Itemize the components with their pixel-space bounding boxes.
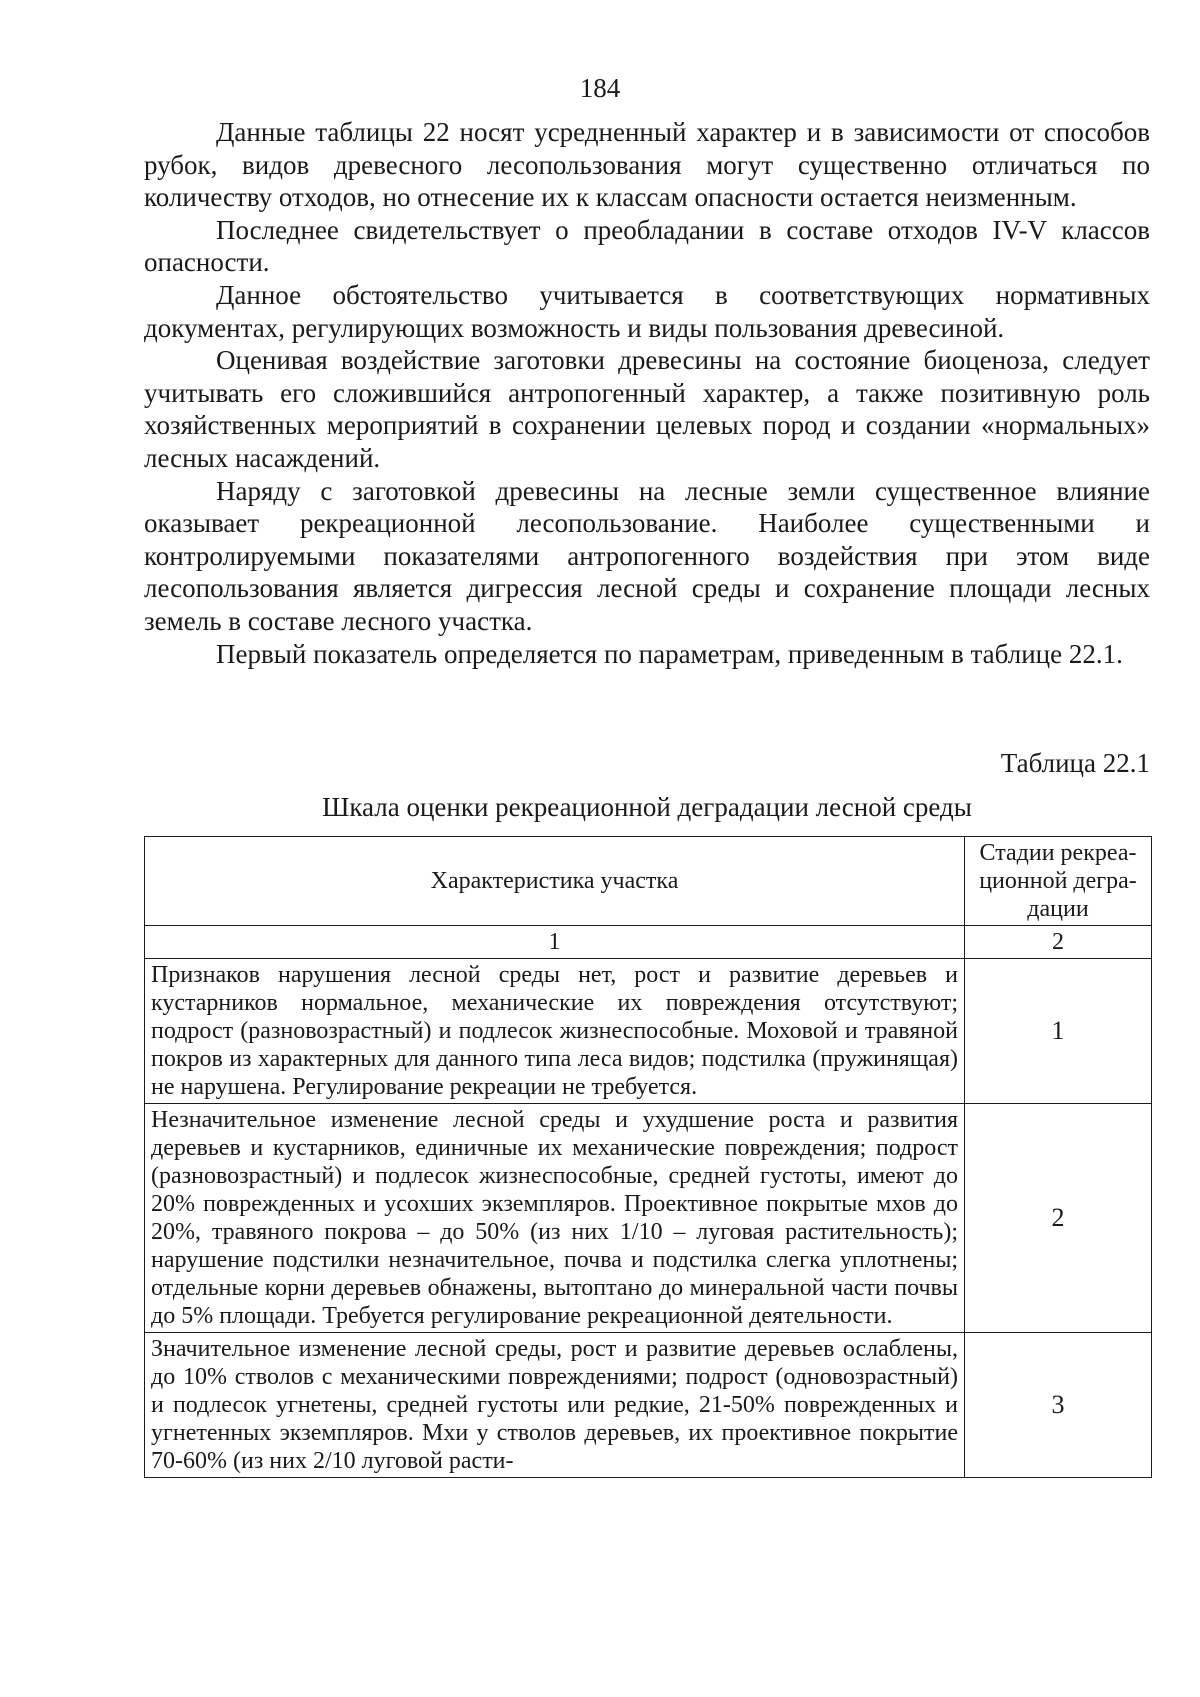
- table-row: [145, 1104, 1152, 1333]
- paragraph: Наряду с заготовкой древесины на лесные земли существенное влияние оказывает рекреационной лесопользование. Наиболее существенными и контролируемыми показателями антропогенного воздействия при этом виде лесопользования является дигрессия лесной среды и сохранение площади лесных земель в составе лесного участка.: [144, 475, 1150, 636]
- paragraph: Последнее свидетельствует о преобладании в составе отходов IV-V классов опасности.: [144, 214, 1150, 278]
- row-description: Значительное изменение лесной среды, рост и развитие деревьев ослаблены, до 10% стволов с механическими повреждениями; подрост (одновозрастный) и подлесок угнетены, средней густоты или редкие, 21-50% поврежденных и угнетенных экземпляров. Мхи у стволов деревьев, их проективное покрытие 70-60% (из них 2/10 луговой расти-: [145, 1333, 965, 1478]
- table-row: [145, 959, 1152, 1104]
- paragraph: Первый показатель определяется по параметрам, приведенным в таблице 22.1.: [216, 638, 1123, 669]
- column-number: 1: [145, 926, 965, 959]
- table-header-row: [145, 837, 1152, 926]
- paragraph: Данные таблицы 22 носят усредненный характер и в зависимости от способов рубок, видов древесного лесопользования могут существенно отличаться по количеству отходов, но отнесение их к классам опасности остается неизменным.: [144, 117, 1150, 213]
- column-number: 2: [965, 926, 1152, 959]
- body-text: [144, 116, 1150, 670]
- table-title: Шкала оценки рекреационной деградации лесной среды: [322, 792, 972, 822]
- table-label: Таблица 22.1: [1000, 748, 1150, 778]
- row-stage: 3: [965, 1333, 1152, 1478]
- header-characteristic: Характеристика участка: [145, 837, 965, 926]
- recreation-degradation-table: [144, 836, 1152, 1478]
- table-row: [145, 1333, 1152, 1478]
- header-stage: Стадии рекреа-ционной дегра-дации: [965, 837, 1152, 926]
- column-number-row: [145, 926, 1152, 959]
- row-stage: 1: [965, 959, 1152, 1104]
- row-description: Незначительное изменение лесной среды и ухудшение роста и развития деревьев и кустарников, единичные их механические повреждения; подрост (разновозрастный) и подлесок жизнеспособные, средней густоты, имеют до 20% поврежденных и усохших экземпляров. Проективное покрытые мхов до 20%, травяного покрова – до 50% (из них 1/10 – луговая растительность); нарушение подстилки незначительное, почва и подстилка слегка уплотнены; отдельные корни деревьев обнажены, вытоптано до минеральной части почвы до 5% площади. Требуется регулирование рекреационной деятельности.: [145, 1104, 965, 1333]
- row-description: Признаков нарушения лесной среды нет, рост и развитие деревьев и кустарников нормальное, механические их повреждения отсутствуют; подрост (разновозрастный) и подлесок жизнеспособные. Моховой и травяной покров из характерных для данного типа леса видов; подстилка (пружинящая) не нарушена. Регулирование рекреации не требуется.: [145, 959, 965, 1104]
- paragraph: Оценивая воздействие заготовки древесины на состояние биоценоза, следует учитывать его сложившийся антропогенный характер, а также позитивную роль хозяйственных мероприятий в сохранении целевых пород и создании «нормальных» лесных насаждений.: [144, 345, 1150, 473]
- paragraph: Данное обстоятельство учитывается в соответствующих нормативных документах, регулирующих возможность и виды пользования древесиной.: [144, 279, 1150, 343]
- page-number: 184: [579, 73, 621, 103]
- row-stage: 2: [965, 1104, 1152, 1333]
